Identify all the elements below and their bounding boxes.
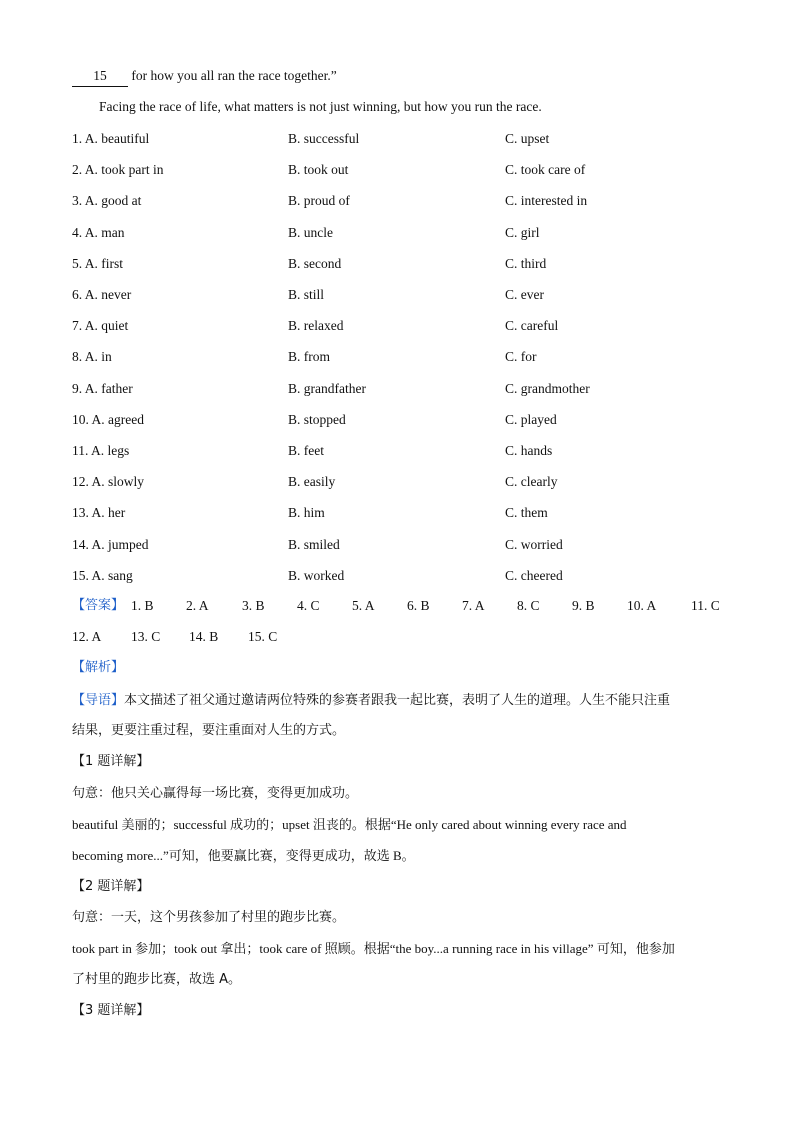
- option-row: [72, 160, 732, 180]
- answer-item: 9. B: [572, 598, 595, 613]
- option-b: B. still: [288, 287, 325, 302]
- option-c: C. third: [505, 255, 547, 271]
- option-row: [72, 503, 732, 523]
- option-c: C. girl: [505, 224, 540, 240]
- option-row: [72, 379, 732, 399]
- answer-item: 4. C: [297, 598, 320, 613]
- option-a: 9. A. father: [72, 380, 133, 396]
- option-row: [72, 223, 732, 243]
- q2-meaning: 句意：一天，这个男孩参加了村里的跑步比赛。: [72, 910, 346, 925]
- option-c: C. ever: [505, 287, 544, 302]
- passage-line-1: [72, 66, 337, 87]
- option-row: [72, 535, 732, 555]
- passage-line-2: Facing the race of life, what matters is not just winning, but how you run the race.: [99, 99, 542, 114]
- guide-line-1: [72, 690, 670, 711]
- option-a: 10. A. agreed: [72, 411, 144, 427]
- option-b: B. second: [288, 255, 342, 271]
- option-c: C. upset: [505, 131, 550, 146]
- option-b: B. proud of: [288, 193, 350, 209]
- option-row: [72, 347, 732, 367]
- answer-item: 6. B: [407, 598, 430, 613]
- option-row: [72, 316, 732, 336]
- option-c: C. them: [505, 505, 548, 521]
- option-a: 12. A. slowly: [72, 474, 145, 490]
- option-c: C. hands: [505, 443, 553, 458]
- option-a: 8. A. in: [72, 349, 112, 365]
- option-row: [72, 441, 732, 461]
- answer-item: 10. A: [627, 598, 657, 613]
- blank-number: 15: [72, 66, 128, 87]
- option-b: B. stopped: [288, 411, 346, 427]
- answer-item: 7. A: [462, 598, 485, 613]
- option-c: C. for: [505, 349, 537, 365]
- guide-label: 【导语】: [72, 693, 125, 708]
- option-c: C. worried: [505, 536, 563, 552]
- analysis-label: 【解析】: [72, 660, 125, 675]
- q2-label: 【2 题详解】: [72, 879, 150, 894]
- option-row: [72, 191, 732, 211]
- option-c: C. interested in: [505, 193, 588, 209]
- option-b: B. smiled: [288, 536, 340, 552]
- option-a: 7. A. quiet: [72, 318, 129, 334]
- option-c: C. cheered: [505, 567, 563, 583]
- guide-text-1: 本文描述了祖父通过邀请两位特殊的参赛者跟我一起比赛，表明了人生的道理。人生不能只注重: [124, 693, 671, 708]
- answer-item: 2. A: [186, 598, 209, 613]
- answer-item: 5. A: [352, 598, 375, 613]
- option-b: B. relaxed: [288, 318, 344, 334]
- answer-item: 1. B: [131, 598, 154, 613]
- option-a: 13. A. her: [72, 505, 126, 521]
- answer-item: 13. C: [131, 629, 161, 644]
- option-a: 2. A. took part in: [72, 162, 164, 178]
- passage-line-1-rest: for how you all ran the race together.”: [131, 68, 337, 83]
- option-c: C. took care of: [505, 162, 586, 178]
- option-a: 4. A. man: [72, 224, 125, 240]
- answer-label: 【答案】: [72, 598, 125, 613]
- option-b: B. feet: [288, 443, 324, 458]
- option-a: 15. A. sang: [72, 567, 133, 583]
- option-b: B. from: [288, 349, 330, 365]
- option-a: 14. A. jumped: [72, 536, 149, 552]
- option-b: B. uncle: [288, 224, 333, 240]
- option-c: C. grandmother: [505, 380, 590, 396]
- answer-item: 12. A: [72, 629, 102, 644]
- guide-line-2: 结果，更要注重过程，要注重面对人生的方式。: [72, 723, 346, 738]
- q2-explanation-2: 了村里的跑步比赛，故选 A。: [72, 972, 242, 987]
- q3-label: 【3 题详解】: [72, 1003, 150, 1018]
- q2-explanation-1: took part in 参加；took out 拿出；took care of 照顾。根据“the boy...a running race in his village” 可知，他参加: [72, 941, 675, 956]
- answer-item: 11. C: [691, 598, 720, 613]
- option-row: [72, 472, 732, 492]
- option-a: 3. A. good at: [72, 193, 142, 209]
- q1-label: 【1 题详解】: [72, 754, 150, 769]
- option-c: C. careful: [505, 318, 559, 334]
- option-row: [72, 254, 732, 274]
- answer-item: 15. C: [248, 629, 278, 644]
- answer-item: 14. B: [189, 629, 219, 644]
- option-c: C. played: [505, 411, 557, 427]
- option-a: 5. A. first: [72, 255, 124, 271]
- option-b: B. worked: [288, 567, 345, 583]
- option-a: 1. A. beautiful: [72, 131, 150, 146]
- option-b: B. grandfather: [288, 380, 366, 396]
- option-row: [72, 285, 732, 305]
- q1-explanation-1: beautiful 美丽的；successful 成功的；upset 沮丧的。根据“He only cared about winning every race and: [72, 817, 627, 832]
- option-a: 6. A. never: [72, 287, 132, 302]
- option-row: [72, 410, 732, 430]
- option-b: B. successful: [288, 131, 360, 146]
- option-row: [72, 566, 732, 586]
- option-row: [72, 129, 732, 149]
- option-b: B. him: [288, 505, 325, 521]
- q1-meaning: 句意：他只关心赢得每一场比赛，变得更加成功。: [72, 786, 359, 801]
- option-b: B. easily: [288, 474, 336, 490]
- option-c: C. clearly: [505, 474, 558, 490]
- q1-explanation-2: becoming more...”可知，他要赢比赛，变得更成功，故选 B。: [72, 848, 415, 863]
- option-b: B. took out: [288, 162, 349, 178]
- answer-item: 3. B: [242, 598, 265, 613]
- option-a: 11. A. legs: [72, 443, 130, 458]
- answer-item: 8. C: [517, 598, 540, 613]
